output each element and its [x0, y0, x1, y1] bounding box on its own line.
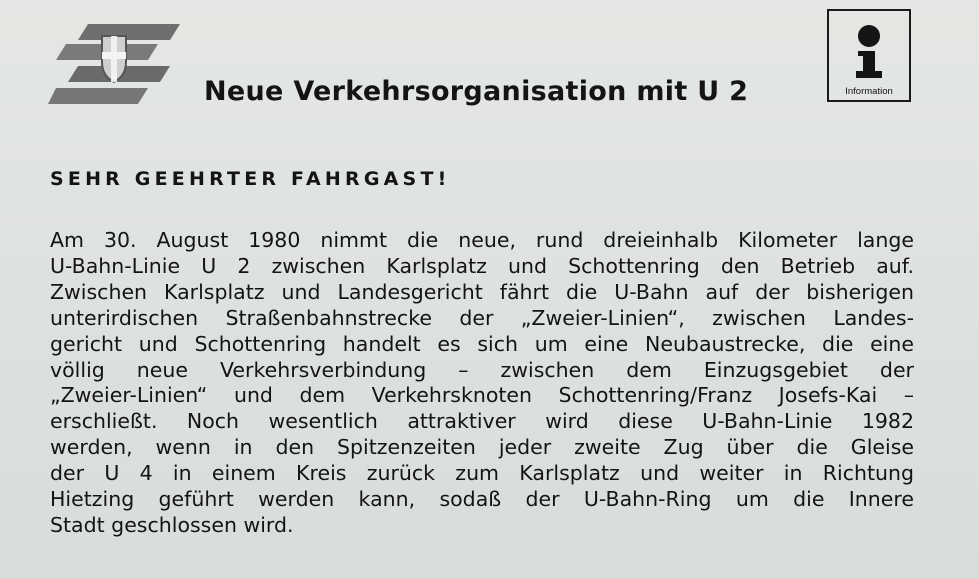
body-line: werden, wenn in den Spitzenzeiten jeder zweite Zug über die Gleise	[50, 435, 914, 460]
body-line: der U 4 in einem Kreis zurück zum Karlsplatz und weiter in Richtung	[50, 461, 914, 486]
information-box	[827, 9, 911, 102]
body-line: U-Bahn-Linie U 2 zwischen Karlsplatz und Schottenring den Betrieb auf.	[50, 253, 914, 278]
body-paragraph	[50, 228, 914, 539]
body-line: unterirdischen Straßenbahnstrecke der „Zweier-Linien“, zwischen Landes-	[50, 305, 914, 330]
body-line: Am 30. August 1980 nimmt die neue, rund dreieinhalb Kilometer lange	[50, 228, 914, 252]
body-line: völlig neue Verkehrsverbindung – zwischen dem Einzugsgebiet der	[50, 357, 914, 382]
page-title: Neue Verkehrsorganisation mit U 2	[204, 76, 749, 107]
body-line: „Zweier-Linien“ und dem Verkehrsknoten Schottenring/Franz Josefs-Kai –	[50, 383, 914, 408]
greeting-heading: SEHR GEEHRTER FAHRGAST!	[50, 168, 451, 190]
body-line: Hietzing geführt werden kann, sodaß der U-Bahn-Ring um die Innere	[50, 487, 914, 512]
body-line: Stadt geschlossen wird.	[50, 512, 294, 537]
wiener-linien-logo-icon	[48, 22, 184, 110]
body-line: gericht und Schottenring handelt es sich um eine Neubaustrecke, die eine	[50, 331, 914, 356]
information-label: Information	[845, 86, 893, 97]
body-line: erschließt. Noch wesentlich attraktiver wird diese U-Bahn-Linie 1982	[50, 409, 914, 434]
body-line: Zwischen Karlsplatz und Landesgericht fährt die U-Bahn auf der bisherigen	[50, 279, 914, 304]
